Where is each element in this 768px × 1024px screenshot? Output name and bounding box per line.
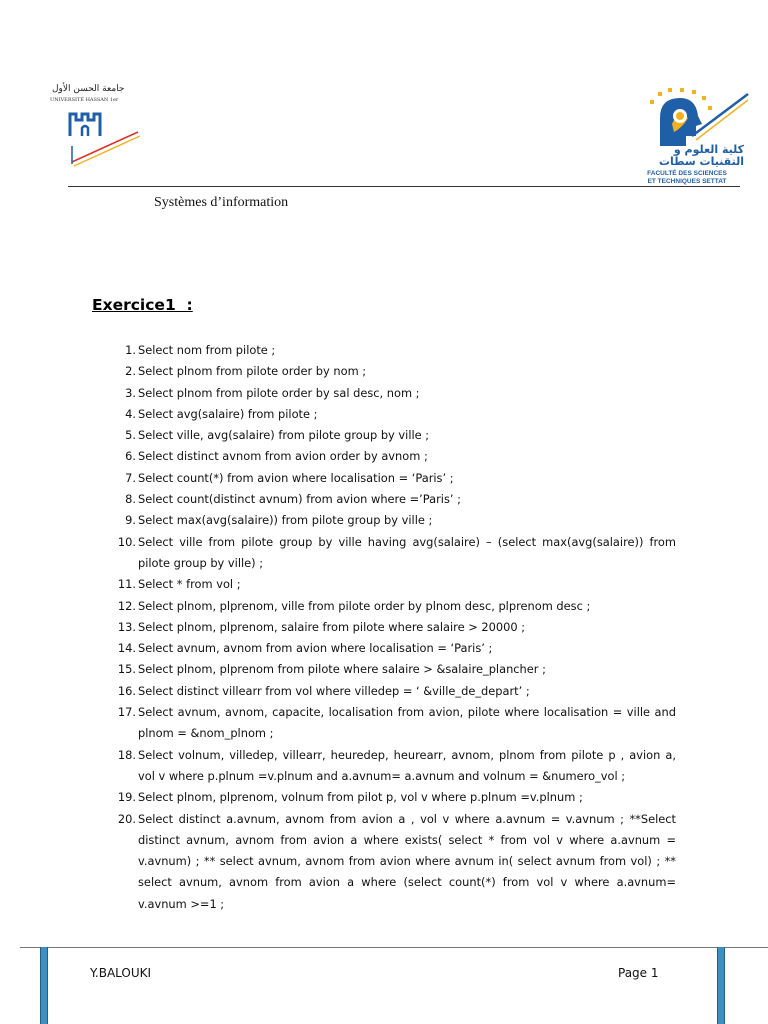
- item-text: Select plnom, plprenom from pilote where salaire > &salaire_plancher ;: [138, 662, 546, 677]
- item-number: 12.: [117, 598, 136, 613]
- item-text: Select plnom, plprenom, ville from pilote order by plnom desc, plprenom desc ;: [138, 598, 591, 613]
- item-text: Select volnum, villedep, villearr, heuredep, heurearr, avnom, plnom from pilote p , avion a, vol v where p.plnum =v.plnum and a.avnum= a.avnum and volnum = &numero_vol ;: [138, 747, 676, 783]
- list-item: [92, 404, 676, 425]
- item-number: 8.: [125, 492, 136, 507]
- list-item: [92, 468, 676, 489]
- item-text: Select avnum, avnom from avion where localisation = ‘Paris’ ;: [138, 641, 493, 656]
- footer-page-number: Page 1: [618, 966, 659, 980]
- item-text: Select avg(salaire) from pilote ;: [138, 406, 318, 421]
- list-item: [92, 383, 676, 404]
- footer-author: Y.BALOUKI: [90, 966, 152, 980]
- item-number: 11.: [117, 577, 136, 592]
- faculty-french-line-2: ET TECHNIQUES SETTAT: [647, 178, 727, 185]
- list-item: [92, 489, 676, 510]
- item-number: 7.: [125, 470, 136, 485]
- list-item: [92, 745, 676, 788]
- item-number: 14.: [117, 641, 136, 656]
- item-text: Select plnom, plprenom, volnum from pilot p, vol v where p.plnum =v.plnum ;: [138, 790, 583, 805]
- item-text: Select * from vol ;: [138, 577, 241, 592]
- course-subject: Systèmes d’information: [154, 195, 289, 210]
- header-divider: [68, 186, 740, 187]
- university-arabic-name: جامعة الحسن الأول: [52, 84, 125, 94]
- item-number: 10.: [117, 534, 136, 549]
- item-number: 15.: [117, 662, 136, 677]
- item-text: Select plnom, plprenom, salaire from pilote where salaire > 20000 ;: [138, 619, 526, 634]
- list-item: [92, 638, 676, 659]
- list-item: [92, 659, 676, 680]
- faculty-arabic-name: كلية العلوم و التقنيات سطات: [658, 143, 744, 168]
- footer-right-bar: [717, 947, 725, 1024]
- item-text: Select distinct avnom from avion order by avnom ;: [138, 449, 428, 464]
- exercise-title: Exercice1 :: [92, 296, 193, 314]
- item-number: 13.: [117, 619, 136, 634]
- faculty-logo: [630, 88, 750, 192]
- item-text: Select avnum, avnom, capacite, localisation from avion, pilote where localisation = ville and plnom = &nom_plnom ;: [138, 705, 676, 741]
- list-item: [92, 702, 676, 745]
- list-item: [92, 809, 676, 915]
- item-number: 16.: [117, 683, 136, 698]
- item-text: Select distinct villearr from vol where villedep = ‘ &ville_de_depart’ ;: [138, 683, 530, 698]
- list-item: [92, 574, 676, 595]
- footer-divider: [20, 947, 768, 948]
- item-text: Select ville from pilote group by ville having avg(salaire) – (select max(avg(salaire)) from pilote group by ville) ;: [138, 534, 676, 570]
- item-text: Select plnom from pilote order by sal desc, nom ;: [138, 385, 420, 400]
- item-text: Select nom from pilote ;: [138, 343, 276, 357]
- item-text: Select count(distinct avnum) from avion where =’Paris’ ;: [138, 492, 461, 507]
- university-logo: [48, 84, 140, 168]
- item-text: Select max(avg(salaire)) from pilote group by ville ;: [138, 513, 433, 528]
- item-text: Select distinct a.avnum, avnom from avion a , vol v where a.avnum = v.avnum ; **Select distinct avnum, avnom from avion a where exists( select * from vol v where a.avnum = v.avnum) ; ** select avnum, avnom from avion where avnum in( select avnum from vol) ; ** select avnum, avnom from avion a where (select count(*) from vol v where a.avnum= v.avnum >=1 ;: [138, 811, 676, 911]
- item-number: 1.: [125, 343, 136, 357]
- item-number: 2.: [125, 364, 136, 379]
- list-item: [92, 446, 676, 467]
- university-latin-name: UNIVERSITÉ HASSAN 1er: [50, 97, 119, 103]
- list-item: [92, 361, 676, 382]
- item-text: Select count(*) from avion where localisation = ‘Paris’ ;: [138, 470, 454, 485]
- item-number: 18.: [117, 747, 136, 762]
- faculty-french-line-1: FACULTÉ DES SCIENCES: [647, 170, 727, 177]
- list-item: [92, 596, 676, 617]
- list-item: [92, 617, 676, 638]
- item-number: 17.: [117, 705, 136, 720]
- item-number: 6.: [125, 449, 136, 464]
- item-number: 5.: [125, 428, 136, 443]
- list-item: [92, 532, 676, 575]
- list-item: [92, 787, 676, 808]
- list-item: [92, 425, 676, 446]
- list-item: [92, 510, 676, 531]
- exercise-list: [92, 340, 676, 915]
- item-number: 19.: [117, 790, 136, 805]
- faculty-sun-head-icon: [630, 88, 750, 148]
- item-number: 4.: [125, 406, 136, 421]
- footer-left-bar: [40, 947, 48, 1024]
- list-item: [92, 681, 676, 702]
- item-number: 3.: [125, 385, 136, 400]
- item-text: Select ville, avg(salaire) from pilote group by ville ;: [138, 428, 430, 443]
- item-number: 9.: [125, 513, 136, 528]
- university-castle-icon: [48, 84, 140, 168]
- faculty-french-name: [630, 170, 744, 186]
- item-text: Select plnom from pilote order by nom ;: [138, 364, 367, 379]
- item-number: 20.: [117, 811, 136, 826]
- list-item: [92, 340, 676, 361]
